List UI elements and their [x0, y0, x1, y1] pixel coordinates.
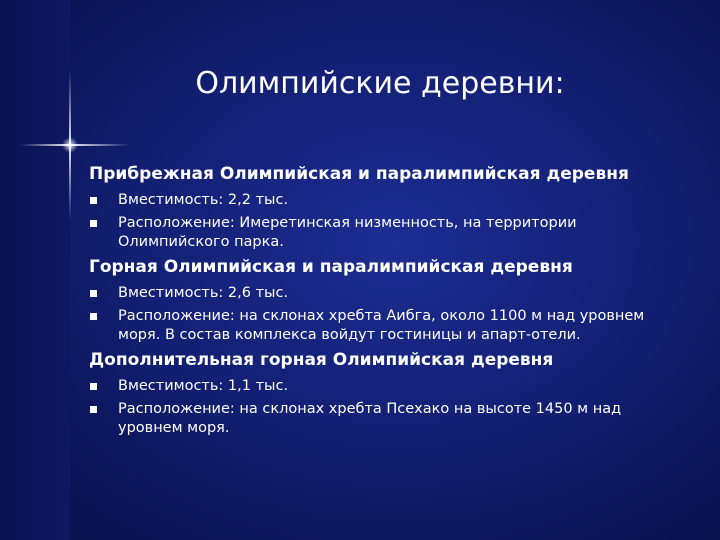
list-item — [89, 191, 689, 210]
list-item-text: Вместимость: 1,1 тыс. — [118, 378, 289, 394]
slide-title: Олимпийские деревни: — [195, 66, 565, 101]
list-item-text: Расположение: на склонах хребта Аибга, около 1100 м над уровнем моря. В состав комплекса войдут гостиницы и апарт-отели. — [118, 308, 645, 343]
section-additional-mountain-village — [89, 349, 689, 438]
square-bullet-icon — [90, 290, 97, 297]
square-bullet-icon — [90, 313, 97, 320]
list-item-text: Вместимость: 2,2 тыс. — [118, 192, 289, 208]
list-item-text: Вместимость: 2,6 тыс. — [118, 285, 289, 301]
section-coastal-village — [89, 163, 689, 252]
section-mountain-village — [89, 256, 689, 345]
square-bullet-icon — [90, 220, 97, 227]
list-item — [89, 214, 689, 252]
section-heading: Прибрежная Олимпийская и паралимпийская деревня — [89, 164, 629, 184]
bullet-list — [89, 191, 689, 252]
bullet-list — [89, 377, 689, 438]
list-item — [89, 307, 689, 345]
square-bullet-icon — [90, 406, 97, 413]
section-heading: Горная Олимпийская и паралимпийская деревня — [89, 257, 573, 277]
list-item — [89, 377, 689, 396]
list-item — [89, 400, 689, 438]
list-item-text: Расположение: на склонах хребта Псехако на высоте 1450 м над уровнем моря. — [118, 401, 622, 436]
left-decorative-band — [0, 0, 70, 540]
sparkle-icon — [62, 137, 78, 153]
list-item-text: Расположение: Имеретинская низменность, на территории Олимпийского парка. — [118, 215, 577, 250]
square-bullet-icon — [90, 383, 97, 390]
bullet-list — [89, 284, 689, 345]
list-item — [89, 284, 689, 303]
slide-content — [89, 163, 689, 442]
square-bullet-icon — [90, 197, 97, 204]
section-heading: Дополнительная горная Олимпийская деревня — [89, 350, 554, 370]
